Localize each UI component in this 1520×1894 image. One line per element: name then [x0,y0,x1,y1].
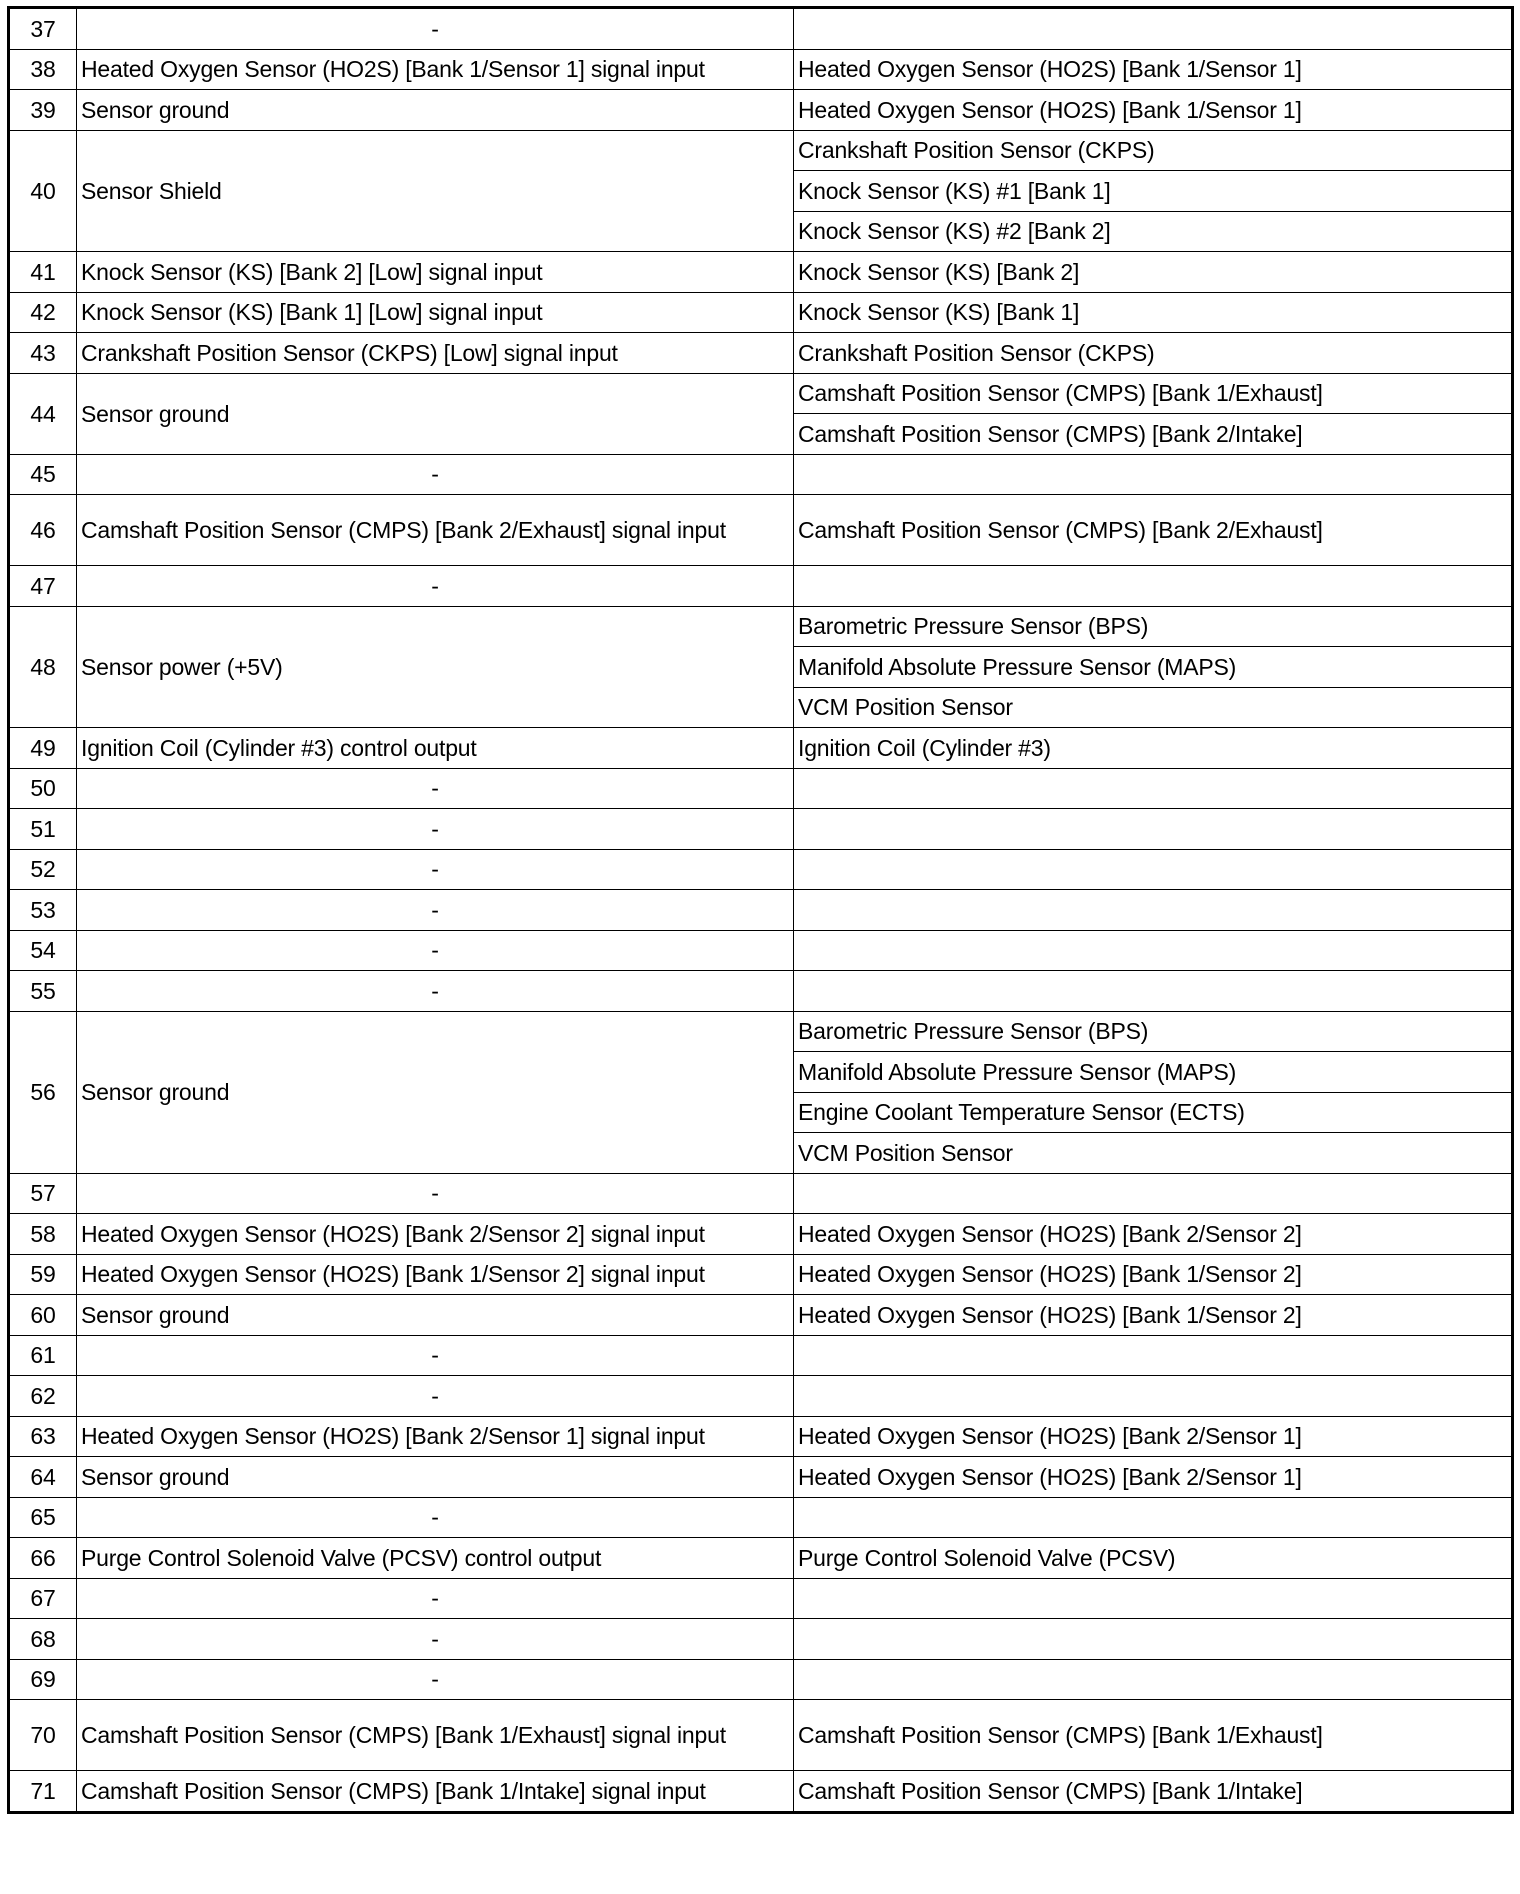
connected-component [794,8,1513,50]
table-row [9,454,1513,495]
pin-description: Crankshaft Position Sensor (CKPS) [Low] signal input [77,333,794,374]
pin-number: 62 [9,1376,77,1417]
pin-description: Sensor ground [77,373,794,454]
pin-description: Sensor ground [77,1457,794,1498]
table-row [9,252,1513,293]
connected-component [794,1659,1513,1700]
pin-description: - [77,1335,794,1376]
connected-component [794,1619,1513,1660]
connected-component: Heated Oxygen Sensor (HO2S) [Bank 1/Sensor 1] [794,90,1513,131]
connected-component [794,849,1513,890]
pin-description: Heated Oxygen Sensor (HO2S) [Bank 1/Sensor 2] signal input [77,1254,794,1295]
table-row [9,1254,1513,1295]
connected-component [794,1497,1513,1538]
connected-component: Heated Oxygen Sensor (HO2S) [Bank 2/Sensor 2] [794,1214,1513,1255]
table-row [9,49,1513,90]
pin-description: - [77,454,794,495]
pin-description: Sensor Shield [77,130,794,252]
pin-number: 54 [9,930,77,971]
pin-number: 52 [9,849,77,890]
pin-number: 66 [9,1538,77,1579]
pin-description: - [77,1659,794,1700]
table-row [9,1538,1513,1579]
pin-number: 41 [9,252,77,293]
pin-number: 55 [9,971,77,1012]
table-row [9,1011,1513,1052]
pin-description: Sensor ground [77,1011,794,1173]
pin-description: - [77,768,794,809]
connected-component: Camshaft Position Sensor (CMPS) [Bank 1/Intake] [794,1771,1513,1813]
pin-number: 71 [9,1771,77,1813]
table-row [9,333,1513,374]
pin-description: - [77,1619,794,1660]
table-row [9,373,1513,414]
connected-component [794,1578,1513,1619]
connected-component [794,971,1513,1012]
connected-component: Manifold Absolute Pressure Sensor (MAPS) [794,1052,1513,1093]
table-body [9,8,1513,1813]
connected-component: Knock Sensor (KS) [Bank 1] [794,292,1513,333]
pin-number: 40 [9,130,77,252]
connected-component: Crankshaft Position Sensor (CKPS) [794,130,1513,171]
table-row [9,1619,1513,1660]
connected-component: Ignition Coil (Cylinder #3) [794,728,1513,769]
connected-component: Knock Sensor (KS) [Bank 2] [794,252,1513,293]
pin-number: 63 [9,1416,77,1457]
pin-number: 48 [9,606,77,728]
table-row [9,890,1513,931]
pin-number: 56 [9,1011,77,1173]
pin-description-table [7,6,1514,1814]
connected-component [794,930,1513,971]
pin-number: 61 [9,1335,77,1376]
pin-number: 38 [9,49,77,90]
table-row [9,292,1513,333]
connected-component: VCM Position Sensor [794,687,1513,728]
table-row [9,1457,1513,1498]
pin-number: 49 [9,728,77,769]
table-row [9,1416,1513,1457]
connected-component: Purge Control Solenoid Valve (PCSV) [794,1538,1513,1579]
connected-component: Camshaft Position Sensor (CMPS) [Bank 2/Exhaust] [794,495,1513,566]
pin-description: Heated Oxygen Sensor (HO2S) [Bank 2/Sensor 2] signal input [77,1214,794,1255]
table-row [9,1173,1513,1214]
connected-component [794,566,1513,607]
pin-description: - [77,890,794,931]
table-row [9,8,1513,50]
pin-number: 64 [9,1457,77,1498]
pin-number: 42 [9,292,77,333]
pin-number: 70 [9,1700,77,1771]
table-row [9,1497,1513,1538]
pin-number: 44 [9,373,77,454]
connected-component: Camshaft Position Sensor (CMPS) [Bank 2/Intake] [794,414,1513,455]
pin-number: 51 [9,809,77,850]
connected-component: Heated Oxygen Sensor (HO2S) [Bank 1/Sensor 2] [794,1254,1513,1295]
connected-component: Camshaft Position Sensor (CMPS) [Bank 1/Exhaust] [794,1700,1513,1771]
pin-description: - [77,1497,794,1538]
table-row [9,566,1513,607]
table-row [9,495,1513,566]
pin-description: Sensor power (+5V) [77,606,794,728]
pin-description: - [77,1173,794,1214]
pin-number: 46 [9,495,77,566]
table-row [9,1771,1513,1813]
pin-description: Heated Oxygen Sensor (HO2S) [Bank 1/Sensor 1] signal input [77,49,794,90]
connected-component: VCM Position Sensor [794,1133,1513,1174]
pin-number: 57 [9,1173,77,1214]
table-row [9,130,1513,171]
pin-description: - [77,809,794,850]
pin-number: 37 [9,8,77,50]
pin-number: 69 [9,1659,77,1700]
connected-component [794,1173,1513,1214]
pin-description: - [77,930,794,971]
connected-component [794,1335,1513,1376]
connected-component [794,768,1513,809]
pin-description: - [77,1578,794,1619]
pin-number: 68 [9,1619,77,1660]
connected-component: Knock Sensor (KS) #2 [Bank 2] [794,211,1513,252]
pin-description: Sensor ground [77,90,794,131]
pin-description: Camshaft Position Sensor (CMPS) [Bank 2/Exhaust] signal input [77,495,794,566]
pin-description: Camshaft Position Sensor (CMPS) [Bank 1/Intake] signal input [77,1771,794,1813]
connected-component: Manifold Absolute Pressure Sensor (MAPS) [794,647,1513,688]
table-row [9,768,1513,809]
pin-description: Knock Sensor (KS) [Bank 1] [Low] signal input [77,292,794,333]
pin-number: 50 [9,768,77,809]
pin-number: 65 [9,1497,77,1538]
pin-description: - [77,1376,794,1417]
connected-component [794,890,1513,931]
connected-component: Heated Oxygen Sensor (HO2S) [Bank 2/Sensor 1] [794,1457,1513,1498]
pin-number: 47 [9,566,77,607]
table-row [9,1335,1513,1376]
pin-number: 59 [9,1254,77,1295]
table-row [9,849,1513,890]
pin-description: - [77,971,794,1012]
table-row [9,90,1513,131]
connected-component [794,1376,1513,1417]
connected-component: Knock Sensor (KS) #1 [Bank 1] [794,171,1513,212]
table-row [9,1659,1513,1700]
table-row [9,728,1513,769]
table-row [9,930,1513,971]
connected-component: Camshaft Position Sensor (CMPS) [Bank 1/Exhaust] [794,373,1513,414]
pin-description: - [77,566,794,607]
connected-component: Barometric Pressure Sensor (BPS) [794,1011,1513,1052]
table-row [9,1700,1513,1771]
table-row [9,971,1513,1012]
connected-component: Heated Oxygen Sensor (HO2S) [Bank 1/Sensor 2] [794,1295,1513,1336]
pin-description: - [77,8,794,50]
pin-number: 67 [9,1578,77,1619]
pin-description: Knock Sensor (KS) [Bank 2] [Low] signal input [77,252,794,293]
connected-component: Heated Oxygen Sensor (HO2S) [Bank 2/Sensor 1] [794,1416,1513,1457]
pin-description: Camshaft Position Sensor (CMPS) [Bank 1/Exhaust] signal input [77,1700,794,1771]
pin-number: 53 [9,890,77,931]
connected-component [794,809,1513,850]
connected-component: Engine Coolant Temperature Sensor (ECTS) [794,1092,1513,1133]
table-row [9,809,1513,850]
pin-number: 45 [9,454,77,495]
table-row [9,606,1513,647]
connected-component: Crankshaft Position Sensor (CKPS) [794,333,1513,374]
pin-number: 60 [9,1295,77,1336]
pin-description: Sensor ground [77,1295,794,1336]
connected-component: Barometric Pressure Sensor (BPS) [794,606,1513,647]
pin-number: 43 [9,333,77,374]
pin-number: 58 [9,1214,77,1255]
connected-component: Heated Oxygen Sensor (HO2S) [Bank 1/Sensor 1] [794,49,1513,90]
table-row [9,1295,1513,1336]
pin-description: Purge Control Solenoid Valve (PCSV) control output [77,1538,794,1579]
pin-number: 39 [9,90,77,131]
table-row [9,1578,1513,1619]
pin-description: - [77,849,794,890]
table-row [9,1376,1513,1417]
connected-component [794,454,1513,495]
pin-description: Ignition Coil (Cylinder #3) control output [77,728,794,769]
table-row [9,1214,1513,1255]
pin-description: Heated Oxygen Sensor (HO2S) [Bank 2/Sensor 1] signal input [77,1416,794,1457]
